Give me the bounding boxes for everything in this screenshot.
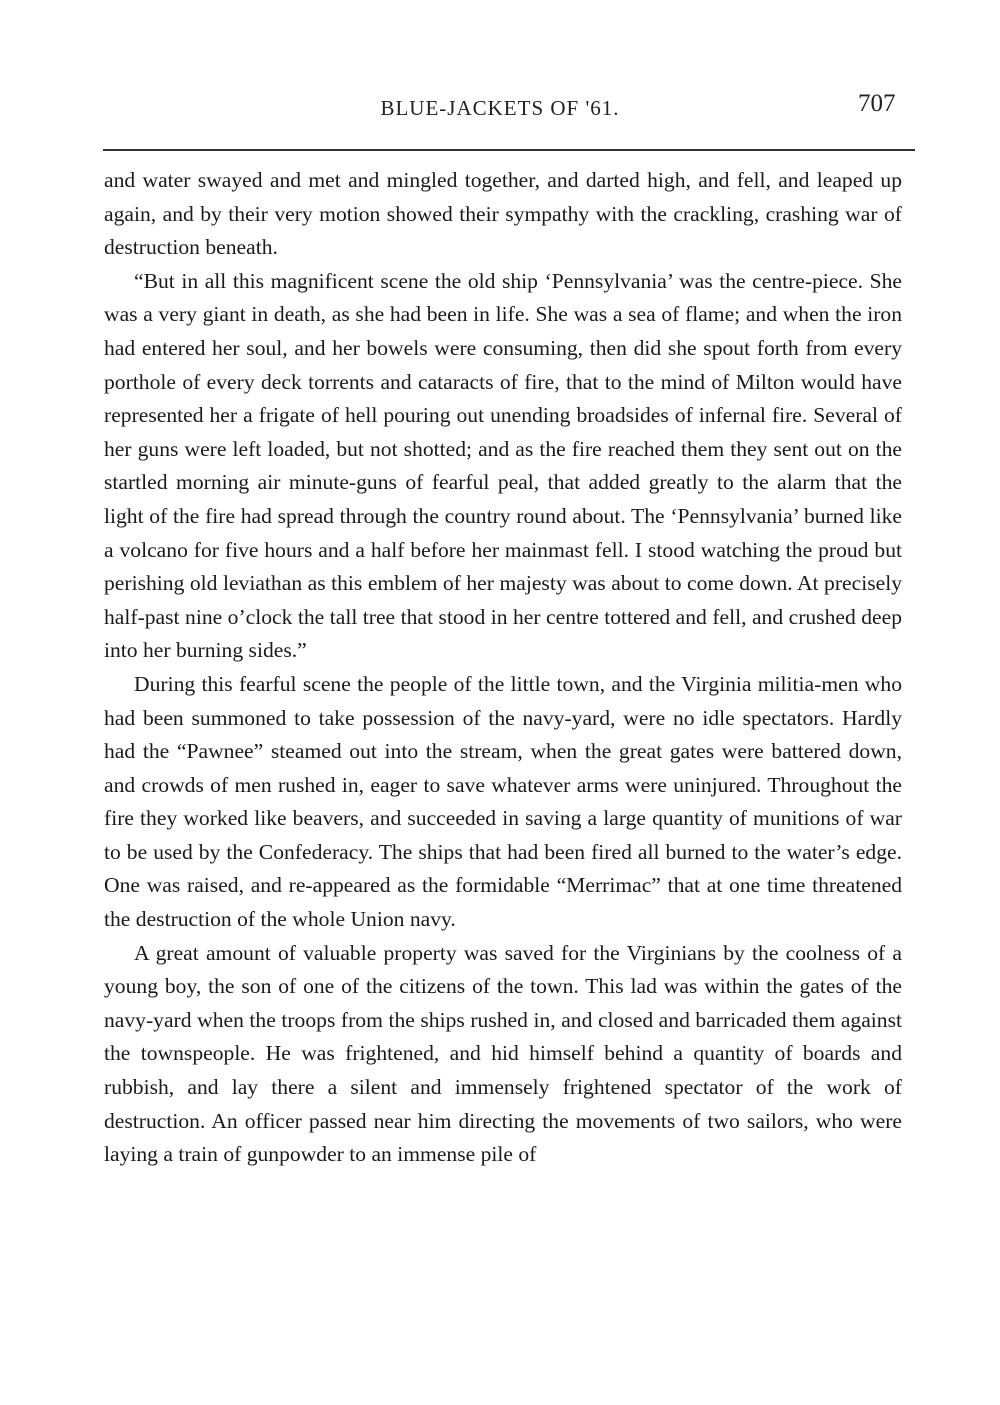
header-rule [103, 149, 915, 151]
paragraph-young-boy: A great amount of valuable property was saved for the Virginians by the coolness of a young boy, the son of one of the citizens of the town. This lad was within the gates of the navy-yard when the troops from the ships rushed in, and closed and barricaded them against the townspeople. He was frightened, and hid himself behind a quantity of boards and rubbish, and lay there a silent and immensely frightened spectator of the work of destruction. An officer passed near him directing the movements of two sailors, who were laying a train of gunpowder to an immense pile of [104, 940, 902, 1167]
paragraph-militia: During this fearful scene the people of the little town, and the Virginia militia-men who had been summoned to take possession of the navy-yard, were no idle spectators. Hardly had the “Pawnee” steamed out into the stream, when the great gates were battered down, and crowds of men rushed in, eager to save whatever arms were uninjured. Throughout the fire they worked like beavers, and succeeded in saving a large quantity of munitions of war to be used by the Confederacy. The ships that had been fired all burned to the water’s edge. One was raised, and re-appeared as the formidable “Merrimac” that at one time threatened the destruction of the whole Union navy. [104, 671, 902, 932]
paragraph-continuation: and water swayed and met and mingled together, and darted high, and fell, and leaped up again, and by their very motion showed their sympathy with the crackling, crashing war of destruction beneath. [104, 168, 902, 260]
paragraph-pennsylvania-quote: “But in all this magnificent scene the old ship ‘Pennsylvania’ was the centre-piece. She was a very giant in death, as she had been in life. She was a sea of flame; and when the iron had entered her soul, and her bowels were consuming, then did she spout forth from every porthole of every deck torrents and cataracts of fire, that to the mind of Milton would have represented her a frigate of hell pouring out unending broadsides of infernal fire. Several of her guns were left loaded, but not shotted; and as the fire reached them they sent out on the startled morning air minute-guns of fearful peal, that added greatly to the alarm that the light of the fire had spread through the country round about. The ‘Pennsylvania’ burned like a volcano for five hours and a half before her mainmast fell. I stood watching the proud but perishing old leviathan as this emblem of her majesty was about to come down. At precisely half-past nine o’clock the tall tree that stood in her centre tottered and fell, and crushed deep into her burning sides.” [104, 268, 902, 663]
running-header-title: BLUE-JACKETS OF '61. [380, 96, 620, 120]
body-text [104, 164, 902, 1172]
page-number: 707 [858, 90, 896, 117]
